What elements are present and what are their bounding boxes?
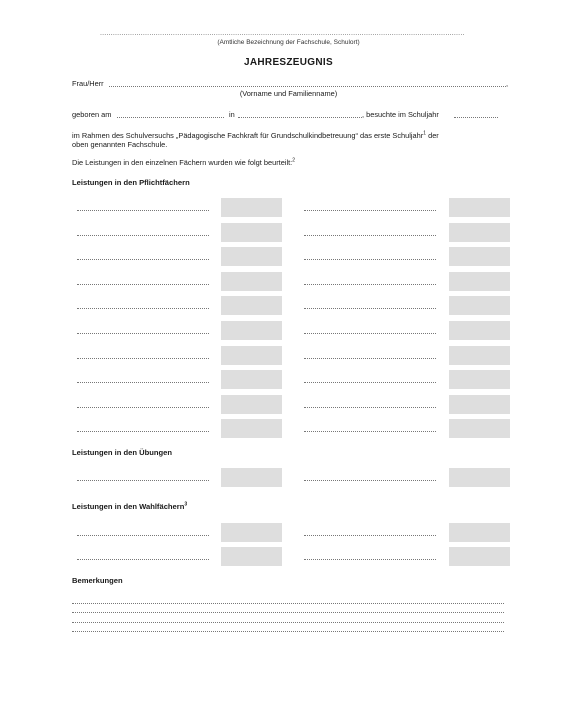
subject-field-right-4[interactable] (304, 308, 436, 309)
name-leader (109, 86, 506, 87)
born-date-leader (117, 117, 224, 118)
grade-box-right-2[interactable] (449, 247, 510, 266)
remark-line-3[interactable] (72, 631, 504, 632)
subject-field-right-5[interactable] (304, 333, 436, 334)
school-caption: (Amtliche Bezeichnung der Fachschule, Schulort) (217, 39, 360, 46)
grade-box-left-2[interactable] (221, 247, 282, 266)
born-place-leader (238, 117, 362, 118)
section-uebungen-heading: Leistungen in den Übungen (72, 448, 172, 457)
subject-field-left-1[interactable] (77, 235, 209, 236)
name-comma: , (506, 79, 509, 88)
subject-field-left-3[interactable] (77, 284, 209, 285)
attended-label: , besuchte im Schuljahr (362, 110, 439, 119)
remark-line-2[interactable] (72, 622, 504, 623)
school-line: .......................................................................................................................................................................... (100, 30, 465, 37)
subject-field-left-0[interactable] (77, 535, 209, 536)
subject-field-right-6[interactable] (304, 358, 436, 359)
grade-box-right-5[interactable] (449, 321, 510, 340)
subject-field-left-1[interactable] (77, 559, 209, 560)
grade-box-left-1[interactable] (221, 547, 282, 566)
subject-field-right-1[interactable] (304, 235, 436, 236)
subject-field-left-6[interactable] (77, 358, 209, 359)
remark-line-0[interactable] (72, 603, 504, 604)
subject-field-right-1[interactable] (304, 559, 436, 560)
grade-box-right-7[interactable] (449, 370, 510, 389)
subject-field-left-0[interactable] (77, 210, 209, 211)
subject-field-left-2[interactable] (77, 259, 209, 260)
grade-box-right-6[interactable] (449, 346, 510, 365)
grade-box-right-9[interactable] (449, 419, 510, 438)
grade-box-left-0[interactable] (221, 523, 282, 542)
page-title: JAHRESZEUGNIS (244, 57, 333, 68)
subject-field-left-7[interactable] (77, 382, 209, 383)
grade-box-right-3[interactable] (449, 272, 510, 291)
grade-box-left-0[interactable] (221, 468, 282, 487)
grade-box-right-0[interactable] (449, 468, 510, 487)
grade-box-right-0[interactable] (449, 523, 510, 542)
born-label: geboren am (72, 110, 112, 119)
remark-line-1[interactable] (72, 612, 504, 613)
grade-box-left-4[interactable] (221, 296, 282, 315)
section-wahl-heading: Leistungen in den Wahlfächern$^3$ (72, 501, 188, 511)
grade-box-left-9[interactable] (221, 419, 282, 438)
grade-box-left-8[interactable] (221, 395, 282, 414)
subject-field-left-8[interactable] (77, 407, 209, 408)
subject-field-left-4[interactable] (77, 308, 209, 309)
grade-box-right-8[interactable] (449, 395, 510, 414)
subject-field-right-9[interactable] (304, 431, 436, 432)
grade-box-left-0[interactable] (221, 198, 282, 217)
grade-box-left-6[interactable] (221, 346, 282, 365)
name-caption: (Vorname und Familienname) (239, 89, 338, 98)
grade-box-left-3[interactable] (221, 272, 282, 291)
in-label: in (229, 110, 235, 119)
subject-field-right-0[interactable] (304, 480, 436, 481)
subject-field-right-2[interactable] (304, 259, 436, 260)
section-bemerkungen-heading: Bemerkungen (72, 576, 123, 585)
grades-intro: Die Leistungen in den einzelnen Fächern wurden wie folgt beurteilt:$^2$ (72, 157, 295, 167)
intro-line-2: oben genannten Fachschule. (72, 140, 168, 149)
grade-box-left-1[interactable] (221, 223, 282, 242)
grade-box-right-1[interactable] (449, 223, 510, 242)
grade-box-right-1[interactable] (449, 547, 510, 566)
intro-line-1: im Rahmen des Schulversuchs „Pädagogische Fachkraft für Grundschulkindbetreuung“ das erste Schuljahr$^1$ der (72, 130, 439, 140)
grade-box-right-4[interactable] (449, 296, 510, 315)
subject-field-left-9[interactable] (77, 431, 209, 432)
grade-box-left-5[interactable] (221, 321, 282, 340)
subject-field-right-8[interactable] (304, 407, 436, 408)
school-year-leader (454, 117, 498, 118)
subject-field-right-0[interactable] (304, 535, 436, 536)
subject-field-left-5[interactable] (77, 333, 209, 334)
name-prefix: Frau/Herr (72, 79, 104, 88)
subject-field-right-7[interactable] (304, 382, 436, 383)
subject-field-right-3[interactable] (304, 284, 436, 285)
grade-box-right-0[interactable] (449, 198, 510, 217)
section-pflicht-heading: Leistungen in den Pflichtfächern (72, 178, 190, 187)
grade-box-left-7[interactable] (221, 370, 282, 389)
subject-field-right-0[interactable] (304, 210, 436, 211)
subject-field-left-0[interactable] (77, 480, 209, 481)
